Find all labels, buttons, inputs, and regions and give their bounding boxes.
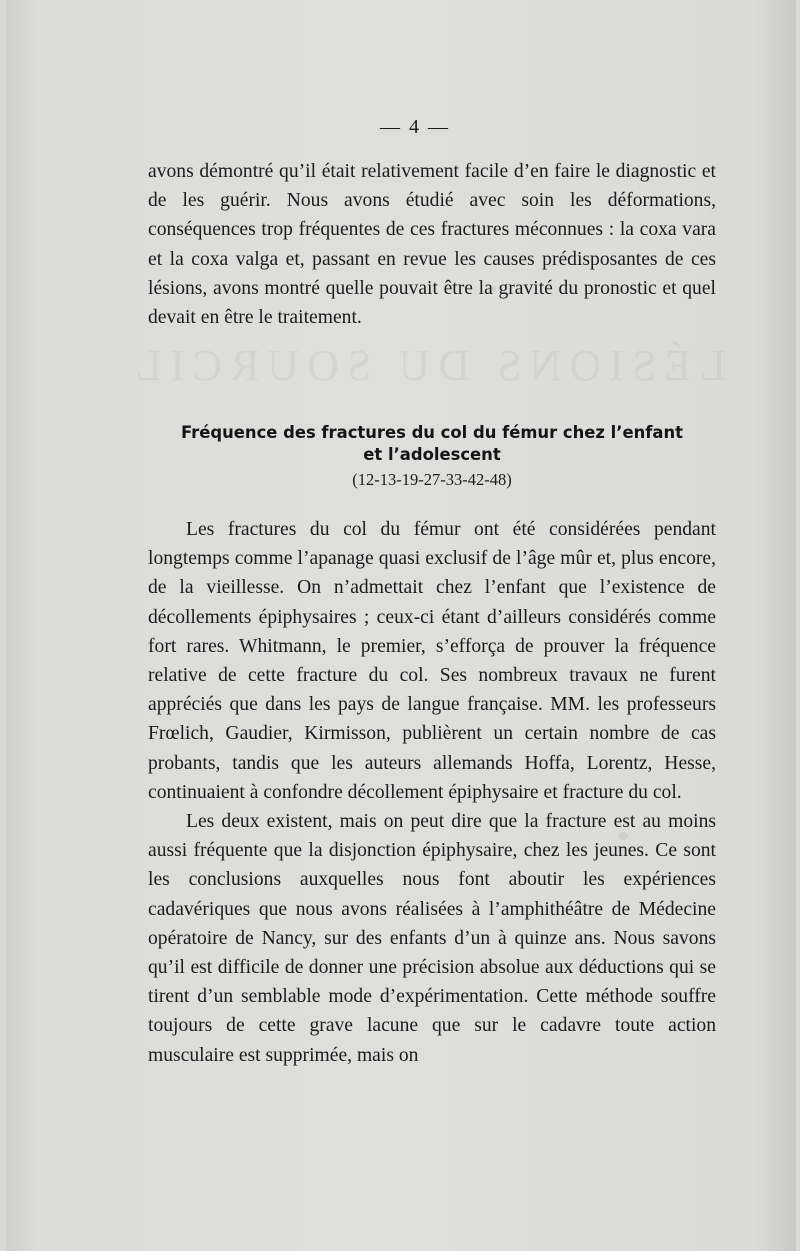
body-paragraph: Les deux existent, mais on peut dire que la fracture est au moins aussi fréquente que la disjonction épiphysaire, chez les jeunes. Ce sont les conclusions auxquelles nous font aboutir les expériences cadavériques que nous avons réalisées à l’amphithéâtre de Médecine opératoire de Nancy, sur des enfants d’un à quinze ans. Nous savons qu’il est difficile de donner une précision absolue aux déductions qui se tirent d’un semblable mode d’expérimentation. Cette méthode souffre toujours de cette grave lacune que sur le cadavre toute action musculaire est supprimée, mais on [148, 811, 716, 1066]
show-through-shadow [166, 340, 726, 391]
intro-paragraph: avons démontré qu’il était relativement facile d’en faire le diagnostic et de les guérir. Nous avons étudié avec soin les déformations, conséquences trop fréquentes de ces fractures méconnues : la coxa vara et la coxa valga et, passant en revue les causes prédisposantes de ces lésions, avons montré quelle pouvait être la gravité du pronostic et quel devait en être le traitement. [148, 161, 716, 329]
body-paragraph: Les fractures du col du fémur ont été considérées pendant longtemps comme l’apanage quasi exclusif de l’âge mûr et, plus encore, de la vieillesse. On n’admettait chez l’enfant que l’existence de décollements épiphysaires ; ceux-ci étant d’ailleurs considérés comme fort rares. Whitmann, le premier, s’efforça de prouver la fréquence relative de cette fracture du col. Ses nombreux travaux ne furent appréciés que dans les pays de langue française. MM. les professeurs Frœlich, Gaudier, Kirmisson, publièrent un certain nombre de cas probants, tandis que les auteurs allemands Hoffa, Lorentz, Hesse, continuaient à confondre décollement épiphysaire et fracture du col. [148, 519, 716, 803]
section-references: (12-13-19-27-33-42-48) [352, 470, 512, 489]
section-heading-line-1: Fréquence des fractures du col du fémur chez l’enfant [181, 423, 683, 442]
intro-text-block [148, 157, 716, 332]
section-heading-line-2: et l’adolescent [363, 445, 501, 464]
page-number: — 4 — [380, 116, 450, 138]
body-text-block [148, 515, 716, 1070]
